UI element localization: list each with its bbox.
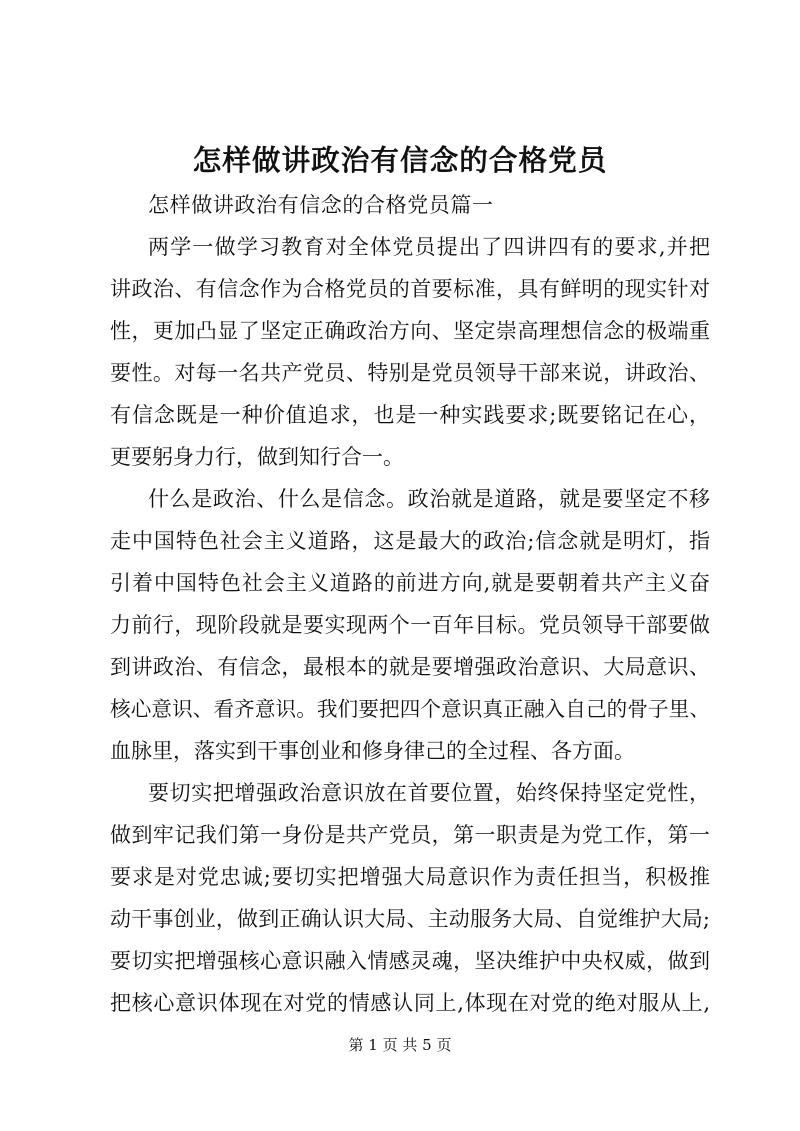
text-line: 走中国特色社会主义道路，这是最大的政治;信念就是明灯，指: [110, 529, 710, 553]
text-line: 要性。对每一名共产党员、特别是党员领导干部来说，讲政治、: [110, 361, 710, 385]
text-line: 要切实把增强核心意识融入情感灵魂，坚决维护中央权威，做到: [110, 949, 710, 973]
text-line: 要切实把增强政治意识放在首要位置，始终保持坚定党性，: [148, 781, 710, 805]
page-number-footer: 第 1 页 共 5 页: [348, 1036, 452, 1054]
text-line: 要求是对党忠诚;要切实把增强大局意识作为责任担当，积极推: [110, 865, 710, 889]
text-line: 到讲政治、有信念，最根本的就是要增强政治意识、大局意识、: [110, 655, 710, 679]
text-line: 性，更加凸显了坚定正确政治方向、坚定崇高理想信念的极端重: [110, 319, 710, 343]
text-line: 血脉里，落实到干事创业和修身律己的全过程、各方面。: [110, 739, 635, 763]
text-line: 两学一做学习教育对全体党员提出了四讲四有的要求,并把: [148, 235, 710, 259]
text-line: 引着中国特色社会主义道路的前进方向,就是要朝着共产主义奋: [110, 571, 710, 595]
section-heading: 怎样做讲政治有信念的合格党员篇一: [148, 193, 494, 217]
text-line: 有信念既是一种价值追求，也是一种实践要求;既要铭记在心，: [110, 403, 710, 427]
text-line: 核心意识、看齐意识。我们要把四个意识真正融入自己的骨子里、: [110, 697, 710, 721]
text-line: 做到牢记我们第一身份是共产党员，第一职责是为党工作，第一: [110, 823, 710, 847]
text-line: 力前行，现阶段就是要实现两个一百年目标。党员领导干部要做: [110, 613, 710, 637]
text-line: 动干事创业，做到正确认识大局、主动服务大局、自觉维护大局;: [110, 907, 710, 931]
text-line: 把核心意识体现在对党的情感认同上,体现在对党的绝对服从上,: [110, 991, 710, 1015]
text-line: 什么是政治、什么是信念。政治就是道路，就是要坚定不移: [148, 487, 710, 511]
document-title: 怎样做讲政治有信念的合格党员: [192, 143, 608, 177]
text-line: 更要躬身力行，做到知行合一。: [110, 445, 404, 469]
text-line: 讲政治、有信念作为合格党员的首要标准，具有鲜明的现实针对: [110, 277, 710, 301]
